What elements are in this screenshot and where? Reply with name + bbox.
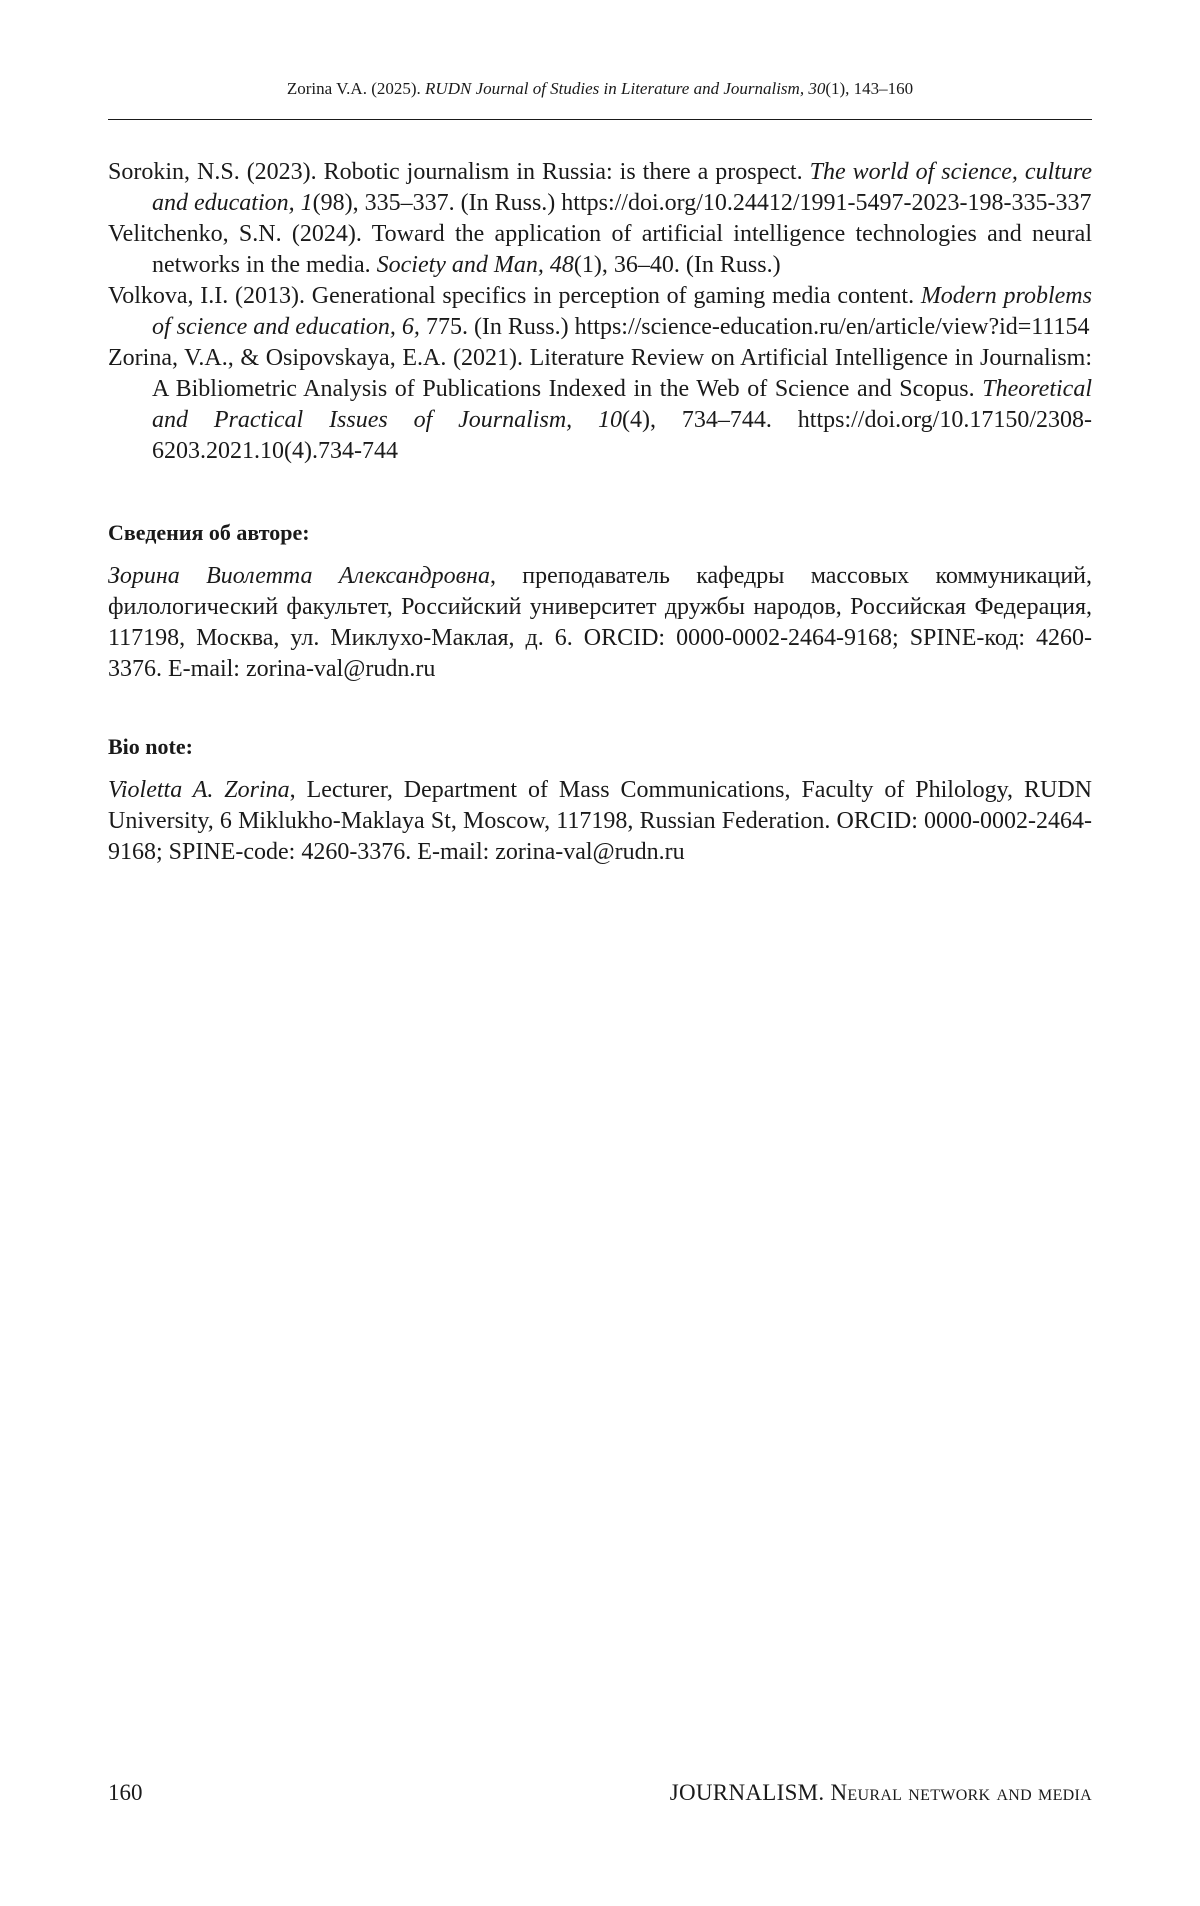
running-head-issue: (1), 143–160 [825,79,913,98]
bio-note-body [108,775,1092,868]
page-content [108,157,1092,868]
author-name-ru: Зорина Виолетта Александровна [108,563,490,589]
author-details-en: , Lecturer, Department of Mass Communications, Faculty of Philology, RUDN University, 6 Miklukho-Maklaya St, Moscow, 117198, Russian Federation. ORCID: 0000-0002-2464-9168; SPINE-code: 4260-3376. E-mail: zorina-val@rudn.ru [108,777,1092,865]
running-head [108,78,1092,100]
reference-item: Sorokin, N.S. (2023). Robotic journalism in Russia: is there a prospect. The world of science, culture and education, 1(98), 335–337. (In Russ.) https://doi.org/10.24412/1991-5497-2023-198-335-337 [108,157,1092,219]
reference-item: Volkova, I.I. (2013). Generational specifics in perception of gaming media content. Modern problems of science and education, 6, 775. (In Russ.) https://science-education.ru/en/article/view?id=11154 [108,281,1092,343]
author-info-body [108,561,1092,685]
bio-note-en [108,733,1092,868]
footer-journal-title: JOURNALISM. Neural network and media [670,1780,1092,1806]
author-name-en: Violetta A. Zorina [108,777,290,803]
page-number: 160 [108,1780,143,1806]
reference-item: Zorina, V.A., & Osipovskaya, E.A. (2021). Literature Review on Artificial Intelligence in Journalism: A Bibliometric Analysis of Publications Indexed in the Web of Science and Scopus. Theoretical and Practical Issues of Journalism, 10(4), 734–744. https://doi.org/10.17150/2308-6203.2021.10(4).734-744 [108,343,1092,467]
reference-list [108,157,1092,467]
author-details-ru: , преподаватель кафедры массовых коммуникаций, филологический факультет, Российский университет дружбы народов, Российская Федерация, 117198, Москва, ул. Миклухо-Маклая, д. 6. ORCID: 0000-0002-2464-9168; SPINE-код: 4260-3376. E-mail: zorina-val@rudn.ru [108,563,1092,682]
author-info-ru [108,519,1092,685]
bio-note-title: Bio note: [108,733,1092,761]
author-info-title: Сведения об авторе: [108,519,1092,547]
running-head-journal: RUDN Journal of Studies in Literature and Journalism, 30 [425,79,825,98]
running-head-citation: Zorina V.A. (2025). [287,79,425,98]
reference-item: Velitchenko, S.N. (2024). Toward the application of artificial intelligence technologies and neural networks in the media. Society and Man, 48(1), 36–40. (In Russ.) [108,219,1092,281]
header-divider [108,119,1092,120]
